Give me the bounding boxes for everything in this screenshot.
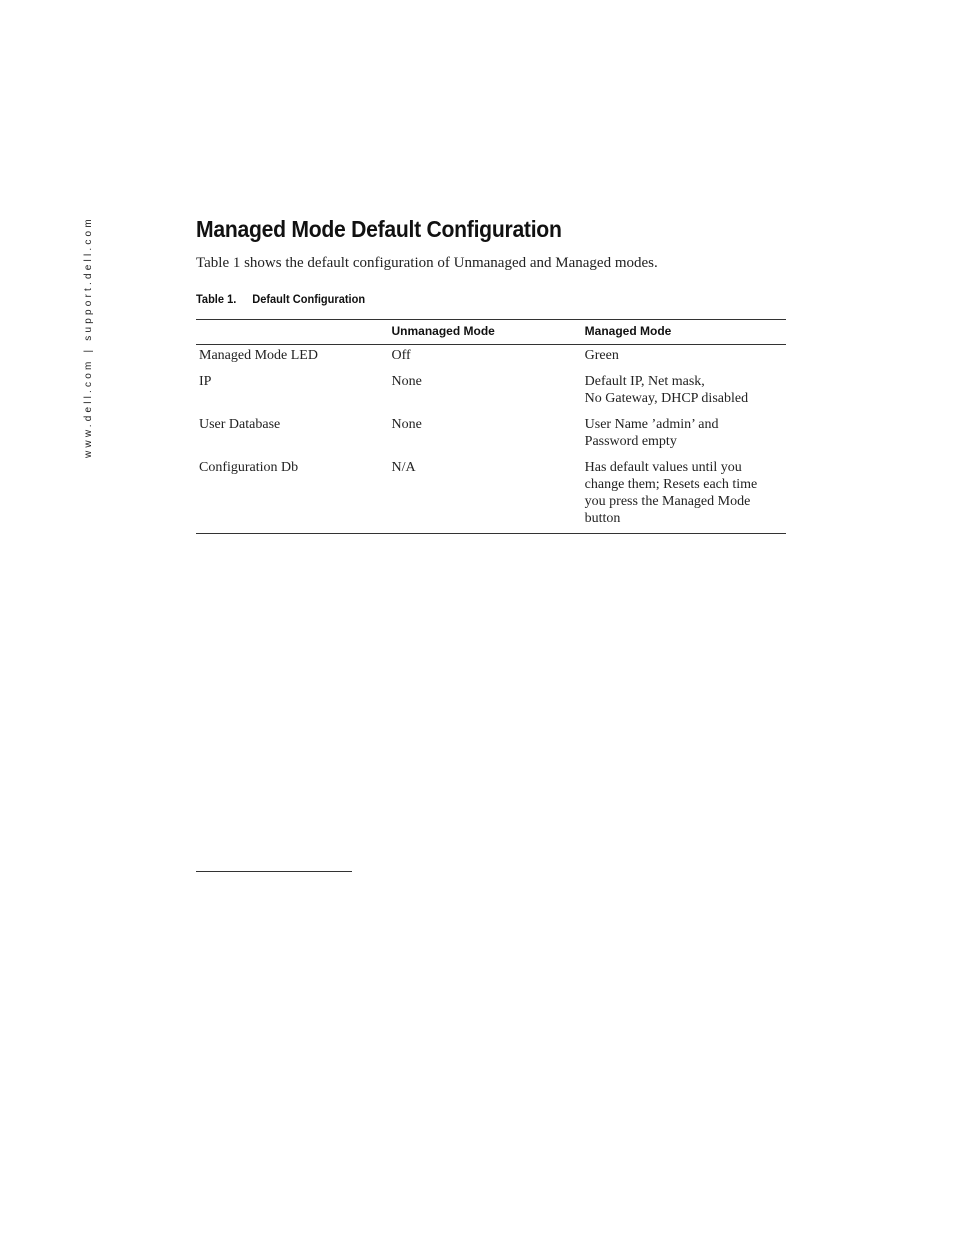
table-row (196, 345, 786, 373)
cell-setting: Configuration Db (199, 460, 299, 475)
cell-setting: Managed Mode LED (199, 348, 318, 363)
cell-managed (582, 372, 786, 415)
header-managed-mode: Managed Mode (582, 320, 786, 345)
table-caption (196, 292, 365, 306)
cell-managed (582, 345, 786, 373)
cell-managed (582, 415, 786, 458)
cell-managed-line: User Name ’admin’ and (584, 417, 719, 432)
table-row (196, 458, 786, 534)
intro-paragraph: Table 1 shows the default configuration of Unmanaged and Managed modes. (196, 255, 658, 271)
cell-managed-line: Default IP, Net mask, (584, 374, 705, 389)
table-caption-number: Table 1. (196, 292, 237, 306)
cell-unmanaged: N/A (391, 460, 416, 475)
table-caption-title: Default Configuration (252, 292, 366, 306)
cell-managed-line: you press the Managed Mode (584, 494, 751, 509)
footnote-rule (196, 871, 352, 872)
cell-managed (582, 458, 786, 534)
table-row (196, 372, 786, 415)
cell-unmanaged: None (391, 374, 422, 389)
header-setting (196, 320, 389, 345)
cell-managed-line: change them; Resets each time (584, 477, 758, 492)
side-url: www.dell.com | support.dell.com (83, 216, 94, 458)
cell-managed-line: Password empty (584, 434, 677, 449)
cell-unmanaged: Off (391, 348, 411, 363)
cell-managed-line: button (584, 511, 621, 526)
cell-managed-line: No Gateway, DHCP disabled (584, 391, 749, 406)
header-unmanaged-mode: Unmanaged Mode (389, 320, 582, 345)
cell-setting: User Database (199, 417, 281, 432)
table-row (196, 415, 786, 458)
table-header-row (196, 320, 786, 345)
cell-managed-line: Has default values until you (584, 460, 742, 475)
page-title: Managed Mode Default Configuration (196, 216, 562, 242)
cell-unmanaged: None (391, 417, 422, 432)
default-configuration-table (196, 319, 786, 534)
cell-managed-line: Green (584, 348, 619, 363)
cell-setting: IP (199, 374, 212, 389)
